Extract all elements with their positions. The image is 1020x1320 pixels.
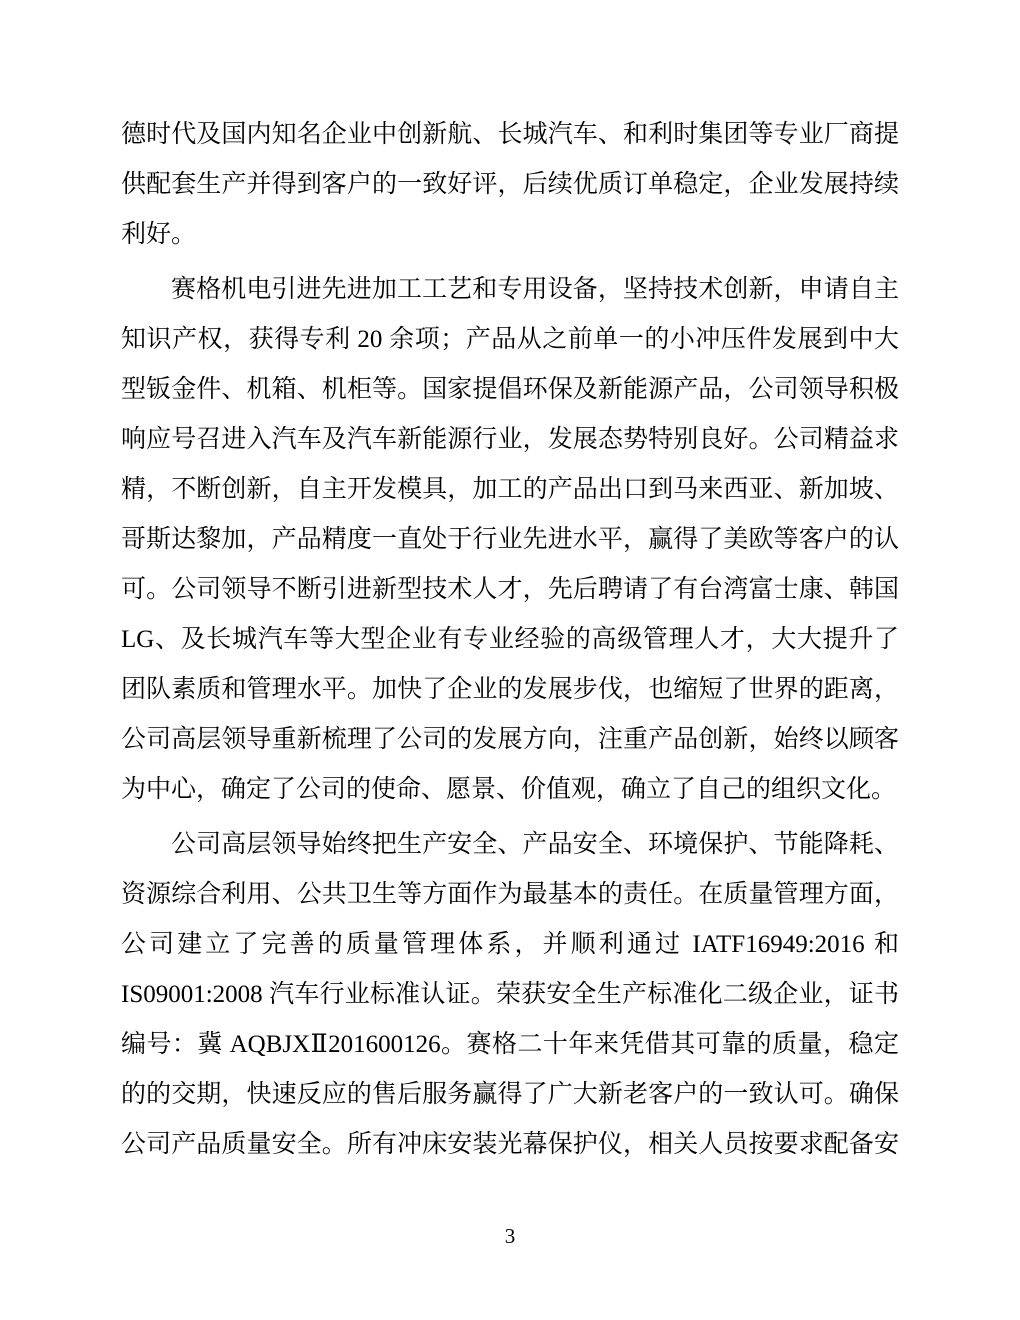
text-line: 编号：冀 AQBJXⅡ201600126。赛格二十年来凭借其可靠的质量，稳定 — [121, 1031, 899, 1058]
text-line: 可。公司领导不断引进新型技术人才，先后聘请了有台湾富士康、韩国 — [121, 576, 899, 603]
text-line: 公司建立了完善的质量管理体系，并顺利通过 IATF16949:2016 和 — [121, 931, 899, 958]
page-footer — [121, 1222, 899, 1250]
text-line: 公司产品质量安全。所有冲床安装光幕保护仪，相关人员按要求配备安 — [121, 1131, 899, 1158]
text-line: 精，不断创新，自主开发模具，加工的产品出口到马来西亚、新加坡、 — [121, 476, 899, 503]
paragraph — [121, 110, 899, 260]
text-line: 赛格机电引进先进加工工艺和专用设备，坚持技术创新，申请自主 — [171, 276, 899, 303]
text-line: 公司高层领导重新梳理了公司的发展方向，注重产品创新，始终以顾客 — [121, 726, 899, 753]
text-line: 德时代及国内知名企业中创新航、长城汽车、和利时集团等专业厂商提 — [121, 121, 899, 148]
text-line: 公司高层领导始终把生产安全、产品安全、环境保护、节能降耗、 — [171, 831, 899, 858]
document-body — [121, 110, 899, 1170]
page-number: 3 — [504, 1224, 516, 1248]
text-line: 资源综合利用、公共卫生等方面作为最基本的责任。在质量管理方面， — [121, 881, 899, 908]
text-line: 供配套生产并得到客户的一致好评，后续优质订单稳定，企业发展持续 — [121, 171, 899, 198]
paragraph — [121, 820, 899, 1170]
text-line: LG、及长城汽车等大型企业有专业经验的高级管理人才，大大提升了 — [121, 626, 899, 653]
text-line: 哥斯达黎加，产品精度一直处于行业先进水平，赢得了美欧等客户的认 — [121, 526, 899, 553]
text-line: 为中心，确定了公司的使命、愿景、价值观，确立了自己的组织文化。 — [121, 776, 897, 803]
text-line: 的的交期，快速反应的售后服务赢得了广大新老客户的一致认可。确保 — [121, 1081, 899, 1108]
paragraph — [121, 265, 899, 815]
text-line: 团队素质和管理水平。加快了企业的发展步伐，也缩短了世界的距离， — [121, 676, 899, 703]
text-line: IS09001:2008 汽车行业标准认证。荣获安全生产标准化二级企业，证书 — [121, 981, 899, 1008]
text-line: 响应号召进入汽车及汽车新能源行业，发展态势特别良好。公司精益求 — [121, 426, 899, 453]
text-line: 型钣金件、机箱、机柜等。国家提倡环保及新能源产品，公司领导积极 — [121, 376, 899, 403]
text-line: 利好。 — [121, 221, 197, 248]
text-line: 知识产权，获得专利 20 余项；产品从之前单一的小冲压件发展到中大 — [121, 326, 899, 353]
